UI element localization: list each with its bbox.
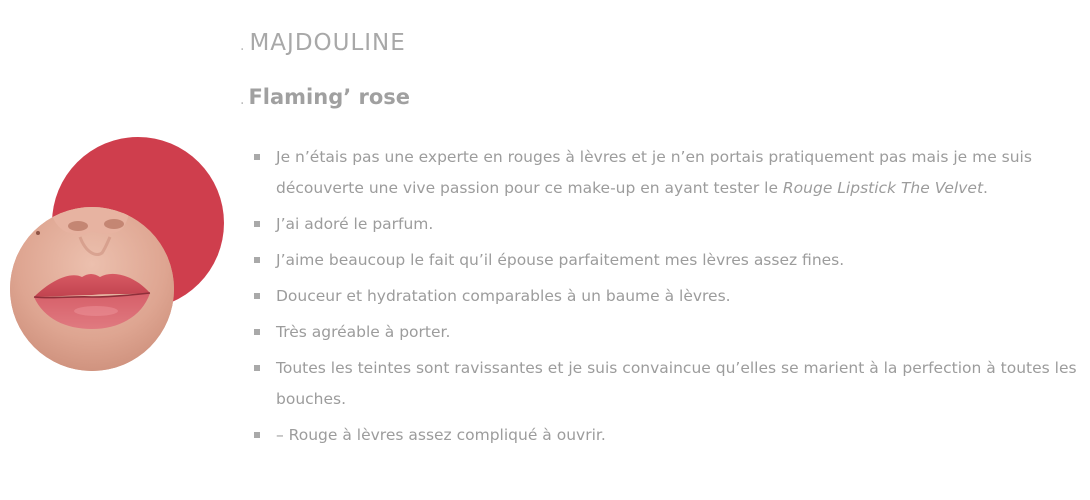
review-text: Douceur et hydratation comparables à un baume à lèvres.: [276, 287, 731, 305]
reviewer-name: MAJDOULINE: [249, 30, 406, 56]
review-list: [252, 142, 1082, 456]
square-bullet-icon: [254, 365, 260, 371]
lips-illustration: [10, 207, 174, 371]
product-heading: [240, 85, 410, 109]
square-bullet-icon: [254, 257, 260, 263]
square-bullet-icon: [254, 221, 260, 227]
review-text: – Rouge à lèvres assez compliqué à ouvrir.: [276, 426, 606, 444]
review-product-name: Rouge Lipstick The Velvet: [782, 179, 984, 197]
review-text-end: .: [983, 179, 988, 197]
list-item: [252, 353, 1082, 415]
reviewer-heading: [240, 30, 406, 56]
review-visual: [0, 0, 240, 400]
list-item: [252, 142, 1082, 204]
square-bullet-icon: [254, 329, 260, 335]
review-text: J’ai adoré le parfum.: [276, 215, 434, 233]
review-text: J’aime beaucoup le fait qu’il épouse parfaitement mes lèvres assez fines.: [276, 251, 845, 269]
list-item: [252, 245, 1082, 276]
product-prefix: .: [240, 92, 245, 108]
lips-photo: [10, 207, 174, 371]
review-text: Je n’étais pas une experte en rouges à lèvres et je n’en portais pratiquement pas mais je me suis découverte une vive passion pour ce make-up en ayant tester le: [276, 148, 1032, 197]
reviewer-prefix: .: [240, 38, 246, 54]
product-name: Flaming’ rose: [248, 85, 411, 109]
list-item: [252, 209, 1082, 240]
square-bullet-icon: [254, 293, 260, 299]
list-item: [252, 420, 1082, 451]
square-bullet-icon: [254, 432, 260, 438]
square-bullet-icon: [254, 154, 260, 160]
review-text: Toutes les teintes sont ravissantes et je suis convaincue qu’elles se marient à la perfection à toutes les bouches.: [276, 359, 1077, 408]
review-text: Très agréable à porter.: [276, 323, 451, 341]
list-item: [252, 317, 1082, 348]
list-item: [252, 281, 1082, 312]
